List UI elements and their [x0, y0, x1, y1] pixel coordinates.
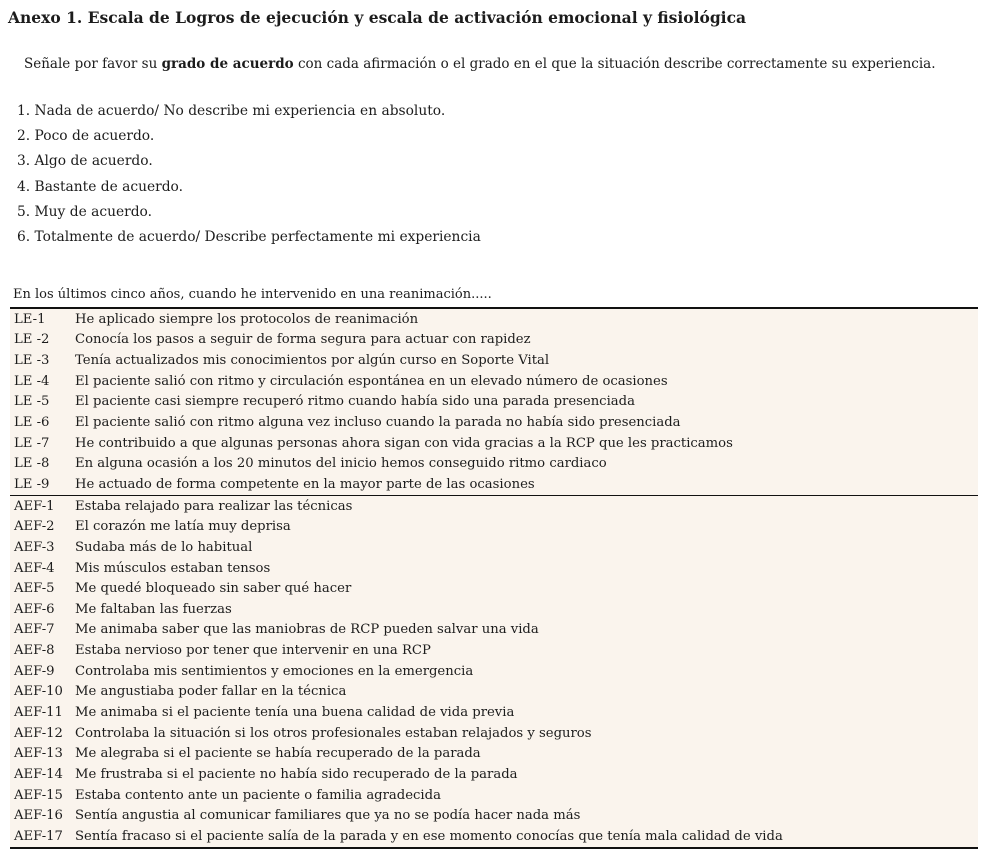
table-row	[10, 578, 978, 599]
table-row	[10, 620, 978, 641]
row-text: Controlaba mis sentimientos y emociones en la emergencia	[75, 663, 474, 679]
row-text: Sentía angustia al comunicar familiares que ya no se podía hacer nada más	[75, 808, 581, 824]
table-row	[10, 785, 978, 806]
row-text: Sentía fracaso si el paciente salía de la parada y en ese momento conocías que tenía mala calidad de vida	[75, 828, 783, 844]
table-row	[10, 702, 978, 723]
row-code: LE-1	[14, 311, 46, 327]
row-code: AEF-10	[14, 684, 63, 700]
table-row	[10, 805, 978, 826]
row-text: Estaba relajado para realizar las técnicas	[75, 498, 353, 514]
row-code: LE -3	[14, 353, 50, 369]
scale-option: 3. Algo de acuerdo.	[17, 153, 153, 170]
scale-option: 2. Poco de acuerdo.	[17, 128, 155, 145]
row-code: AEF-2	[14, 519, 55, 535]
row-code: AEF-5	[14, 581, 55, 597]
row-code: AEF-11	[14, 704, 63, 720]
table-row	[10, 392, 978, 413]
row-code: LE -2	[14, 332, 50, 348]
row-code: LE -5	[14, 394, 50, 410]
row-text: Conocía los pasos a seguir de forma segura para actuar con rapidez	[75, 332, 531, 348]
intro-paragraph	[0, 28, 985, 73]
row-text: Estaba nervioso por tener que intervenir en una RCP	[75, 643, 431, 659]
table-row	[10, 350, 978, 371]
row-code: AEF-9	[14, 663, 55, 679]
table-row	[10, 453, 978, 474]
scale-option: 6. Totalmente de acuerdo/ Describe perfectamente mi experiencia	[17, 229, 481, 246]
table-row	[10, 661, 978, 682]
questionnaire-table	[10, 287, 978, 849]
table-row	[10, 309, 978, 330]
table-body	[10, 307, 978, 849]
row-text: Estaba contento ante un paciente o familia agradecida	[75, 787, 441, 803]
row-text: He actuado de forma competente en la mayor parte de las ocasiones	[75, 476, 535, 492]
row-text: Me angustiaba poder fallar en la técnica	[75, 684, 347, 700]
row-code: AEF-13	[14, 746, 63, 762]
row-text: Me animaba saber que las maniobras de RCP pueden salvar una vida	[75, 622, 539, 638]
table-row	[10, 433, 978, 454]
row-text: Sudaba más de lo habitual	[75, 539, 253, 555]
row-code: AEF-4	[14, 560, 55, 576]
row-code: AEF-3	[14, 539, 55, 555]
table-row	[10, 516, 978, 537]
table-row	[10, 826, 978, 847]
table-row	[10, 474, 978, 495]
table-row	[10, 371, 978, 392]
row-code: AEF-8	[14, 643, 55, 659]
scale-options-list	[0, 73, 985, 250]
row-text: Controlaba la situación si los otros profesionales estaban relajados y seguros	[75, 725, 592, 741]
table-row	[10, 723, 978, 744]
row-code: AEF-7	[14, 622, 55, 638]
table-row	[10, 764, 978, 785]
row-code: LE -7	[14, 435, 50, 451]
row-text: En alguna ocasión a los 20 minutos del inicio hemos conseguido ritmo cardiaco	[75, 456, 607, 472]
table-row	[10, 599, 978, 620]
table-row	[10, 496, 978, 517]
intro-text-prefix: Señale por favor su	[24, 56, 162, 72]
intro-text-suffix: con cada afirmación o el grado en el que la situación describe correctamente su experiencia.	[293, 56, 936, 72]
table-group-le	[10, 309, 978, 495]
row-text: Me frustraba si el paciente no había sido recuperado de la parada	[75, 766, 518, 782]
row-code: LE -6	[14, 415, 50, 431]
scale-option: 4. Bastante de acuerdo.	[17, 178, 184, 195]
scale-option: 1. Nada de acuerdo/ No describe mi experiencia en absoluto.	[17, 103, 446, 119]
table-row	[10, 640, 978, 661]
row-text: El paciente salió con ritmo y circulación espontánea en un elevado número de ocasiones	[75, 373, 668, 389]
row-text: Me animaba si el paciente tenía una buena calidad de vida previa	[75, 704, 515, 720]
scale-option: 5. Muy de acuerdo.	[17, 203, 153, 220]
row-text: El paciente casi siempre recuperó ritmo cuando había sido una parada presenciada	[75, 394, 635, 410]
row-text: Tenía actualizados mis conocimientos por algún curso en Soporte Vital	[75, 353, 550, 369]
table-row	[10, 743, 978, 764]
table-row	[10, 537, 978, 558]
row-text: He contribuido a que algunas personas ahora sigan con vida gracias a la RCP que les practicamos	[75, 435, 733, 451]
row-code: AEF-6	[14, 601, 55, 617]
row-text: Me alegraba si el paciente se había recuperado de la parada	[75, 746, 481, 762]
row-text: Mis músculos estaban tensos	[75, 560, 271, 576]
row-code: AEF-14	[14, 766, 63, 782]
row-text: El paciente salió con ritmo alguna vez incluso cuando la parada no había sido presenciada	[75, 415, 681, 431]
page-title: Anexo 1. Escala de Logros de ejecución y escala de activación emocional y fisiológica	[8, 8, 747, 27]
table-row	[10, 682, 978, 703]
row-code: LE -9	[14, 476, 50, 492]
table-group-aef	[10, 495, 978, 847]
row-code: AEF-16	[14, 808, 63, 824]
row-code: LE -8	[14, 456, 50, 472]
row-code: AEF-15	[14, 787, 63, 803]
row-text: El corazón me latía muy deprisa	[75, 519, 291, 535]
row-code: AEF-12	[14, 725, 63, 741]
row-text: Me quedé bloqueado sin saber qué hacer	[75, 581, 352, 597]
table-row	[10, 412, 978, 433]
table-row	[10, 558, 978, 579]
row-text: He aplicado siempre los protocolos de reanimación	[75, 311, 419, 327]
intro-text-bold: grado de acuerdo	[161, 56, 294, 72]
table-caption: En los últimos cinco años, cuando he intervenido en una reanimación.....	[13, 287, 492, 302]
row-code: LE -4	[14, 373, 50, 389]
row-text: Me faltaban las fuerzas	[75, 601, 232, 617]
row-code: AEF-1	[14, 498, 55, 514]
table-row	[10, 330, 978, 351]
row-code: AEF-17	[14, 828, 63, 844]
